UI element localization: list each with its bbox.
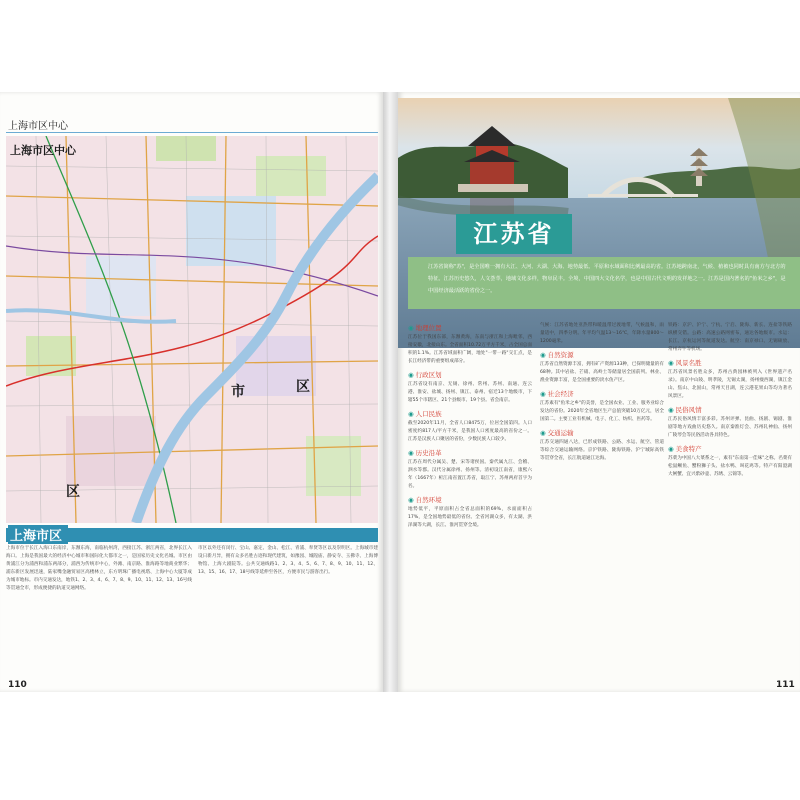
section-resources [540, 350, 664, 385]
section-text: 地势低平，平原面积占全省总面积的69%，水面面积占17%，是全国地势最低的省份。全省河湖众多，有太湖、洪泽湖等大湖，长江、淮河贯穿全境。 [408, 507, 532, 528]
map-label-qu: 区 [66, 484, 80, 500]
page-number-right: 111 [776, 680, 795, 690]
section-admin-divisions [408, 370, 532, 405]
section-text: 江苏省风景名胜众多，苏州古典园林被列入《世界遗产名录》。南京中山陵、明孝陵，无锡太湖，扬州瘦西湖，镇江金山、焦山、北固山，常州天目湖，连云港花果山等均为著名风景区。 [668, 370, 792, 399]
section-text: 江苏民俗风情丰富多彩。苏州评弹、昆曲、扬剧、锡剧、淮剧等地方戏曲历史悠久。南京秦淮灯会、苏州轧神仙、扬州广陵琴会等民俗活动各具特色。 [668, 417, 792, 438]
bullet-icon: ◉ [408, 371, 414, 379]
map-label-shi: 市 [231, 384, 245, 400]
book-gutter [383, 92, 398, 692]
section-scenic-spots [668, 358, 792, 401]
section-heading: ◉ 交通运输 [540, 429, 574, 437]
bullet-icon: ◉ [408, 410, 414, 418]
section-text: 铁路：京沪、沪宁、宁杭、宁启、陇海、新长、连盐等铁路纵横交错。公路：高速公路网密布，通达各地级市。水运：长江、京杭运河等航道发达。航空：南京禄口、无锡硕放、常州奔牛等机场。 [668, 323, 792, 352]
section-title: 上海市区 [8, 525, 68, 544]
bullet-icon: ◉ [408, 324, 414, 332]
section-heading: ◉ 民俗风情 [668, 406, 702, 414]
section-text: 截至2020年11月，全省人口8475万，位居全国第四。人口密度约817人/平方千米，是我国人口密度最高的省份之一。江苏是汉族人口聚居的省份，少数民族人口较少。 [408, 421, 532, 442]
section-history [408, 448, 532, 491]
section-geography [408, 323, 532, 366]
page-number-left: 110 [8, 680, 27, 690]
province-title: 江苏省 [456, 214, 572, 254]
map-inset-title: 上海市区中心 [10, 144, 76, 157]
section-text: 江苏在周代分属吴、楚、宋等诸侯国。秦代属九江、会稽、泗水等郡。汉代分属徐州、扬州等。清初设江南省，康熙六年（1667年）析江南省置江苏省，取江宁、苏州两府首字为名。 [408, 460, 532, 489]
bullet-icon: ◉ [668, 445, 674, 453]
section-transport [540, 428, 664, 463]
bullet-icon: ◉ [408, 496, 414, 504]
body-text-column-1: 上海市位于长江入海口东南岸，东濒东海，南临杭州湾，西接江苏、浙江两省，北界长江入海口。上海是我国最大的经济中心城市和国际化大都市之一，是国家历史文化名城。市区由黄浦江分为浦西和浦东两部分，浦西为传统市中心，外滩、南京路、淮海路等地商业繁华；浦东新区发展迅速，陆家嘴金融贸易区高楼林立，东方明珠广播电视塔、上海中心大厦等成为城市地标。市内交通发达，地铁1、2、3、4、6、7、8、9、10、11、12、13、16号线等贯通全市，形成便捷的轨道交通网络。 [6, 546, 192, 591]
section-text: 江苏位于我国东部，东濒黄海，东南与浙江和上海毗邻，西接安徽，北接山东。全省面积10.72万平方千米，占全国总面积的1.1%。江苏省域面积广阔，地处"一带一路"交汇点，是长江经济带的重要组成部分。 [408, 335, 532, 364]
bullet-icon: ◉ [408, 449, 414, 457]
text-column-2 [540, 320, 664, 680]
section-cuisine [668, 444, 792, 479]
section-population [408, 409, 532, 444]
section-heading: ◉ 人口民族 [408, 410, 442, 418]
section-environment [408, 495, 532, 530]
section-customs [668, 405, 792, 440]
section-economy [540, 389, 664, 424]
section-text: 苏菜为中国八大菜系之一，素有"东南第一佳味"之称。名菜有松鼠鳜鱼、蟹粉狮子头、盐水鸭、叫花鸡等。特产有阳澄湖大闸蟹、宜兴紫砂壶、苏绣、云锦等。 [668, 456, 792, 477]
right-page [398, 92, 800, 692]
page-header-title: 上海市区中心 [8, 121, 68, 132]
bullet-icon: ◉ [668, 406, 674, 414]
section-text: 江苏素有"鱼米之乡"的美誉，是全国农业、工业、服务业综合发达的省份。2020年全省地区生产总值突破10万亿元，居全国第二。主要工业有机械、电子、化工、纺织、医药等。 [540, 401, 664, 422]
section-heading: ◉ 行政区划 [408, 371, 442, 379]
section-transport-cont [668, 322, 792, 354]
text-column-3 [668, 320, 792, 680]
section-climate [540, 322, 664, 346]
bullet-icon: ◉ [540, 351, 546, 359]
header-rule [6, 132, 378, 133]
section-text: 江苏省设有南京、无锡、徐州、常州、苏州、南通、连云港、淮安、盐城、扬州、镇江、泰州、宿迁13个地级市，下辖55个市辖区、21个县级市、19个县。省会南京。 [408, 382, 532, 403]
body-text-column-2: 市区以外还有闵行、宝山、嘉定、金山、松江、青浦、奉贤等区以及崇明区。上海城市建设日新月异，拥有众多名胜古迹和现代建筑，如豫园、城隍庙、静安寺、玉佛寺、上海博物馆、上海大剧院等。公共交通线路1、2、3、4、5、6、7、8、9、10、11、12、13、15、16、17、18号线等延伸至各区，方便市民与游客出行。 [198, 546, 378, 575]
map-graphic [6, 136, 378, 523]
section-heading: ◉ 历史沿革 [408, 449, 442, 457]
section-heading: ◉ 社会经济 [540, 390, 574, 398]
left-page [0, 92, 383, 692]
section-heading: ◉ 自然资源 [540, 351, 574, 359]
section-text: 江苏交通四通八达，已形成铁路、公路、水运、航空、管道等综合交通运输网络。京沪铁路、陇海铁路、沪宁城际高铁等贯穿全省，长江航道通江达海。 [540, 440, 664, 461]
section-heading: ◉ 地理位置 [408, 324, 442, 332]
intro-banner: 江苏省简称"苏"，是全国唯一拥有大江、大河、大湖、大海、地势最低、平原和水域面积比例最高的省。江苏地跨南北，气候、植被也同时具有南方与北方的特征。江苏历史悠久，人文荟萃，地域文化多样，物阜民丰。全境，中国四大文化名学，也是中国古代文明的发祥地之一。江苏是国内著名的"鱼米之乡"，是中国经济最活跃的省份之一。 [408, 257, 800, 309]
section-heading: ◉ 美食特产 [668, 445, 702, 453]
bullet-icon: ◉ [540, 390, 546, 398]
shanghai-city-map [6, 136, 378, 523]
section-heading: ◉ 自然环境 [408, 496, 442, 504]
book-spread [0, 92, 800, 692]
section-heading: ◉ 风景名胜 [668, 359, 702, 367]
section-text: 气候：江苏省地处亚热带和暖温带过渡地带，气候温和，雨量适中，四季分明。年平均气温13～16℃，年降水量800～1200毫米。 [540, 323, 664, 344]
bullet-icon: ◉ [668, 359, 674, 367]
map-label-qu-2: 区 [296, 379, 310, 395]
section-text: 江苏省自然资源丰富，拥有矿产资源133种，已探明储量的有68种。其中岩盐、芒硝、高岭土等储量居全国前列。林业、渔业资源丰富，是全国重要的淡水鱼产区。 [540, 362, 664, 383]
text-column-1 [408, 320, 532, 680]
bullet-icon: ◉ [540, 429, 546, 437]
